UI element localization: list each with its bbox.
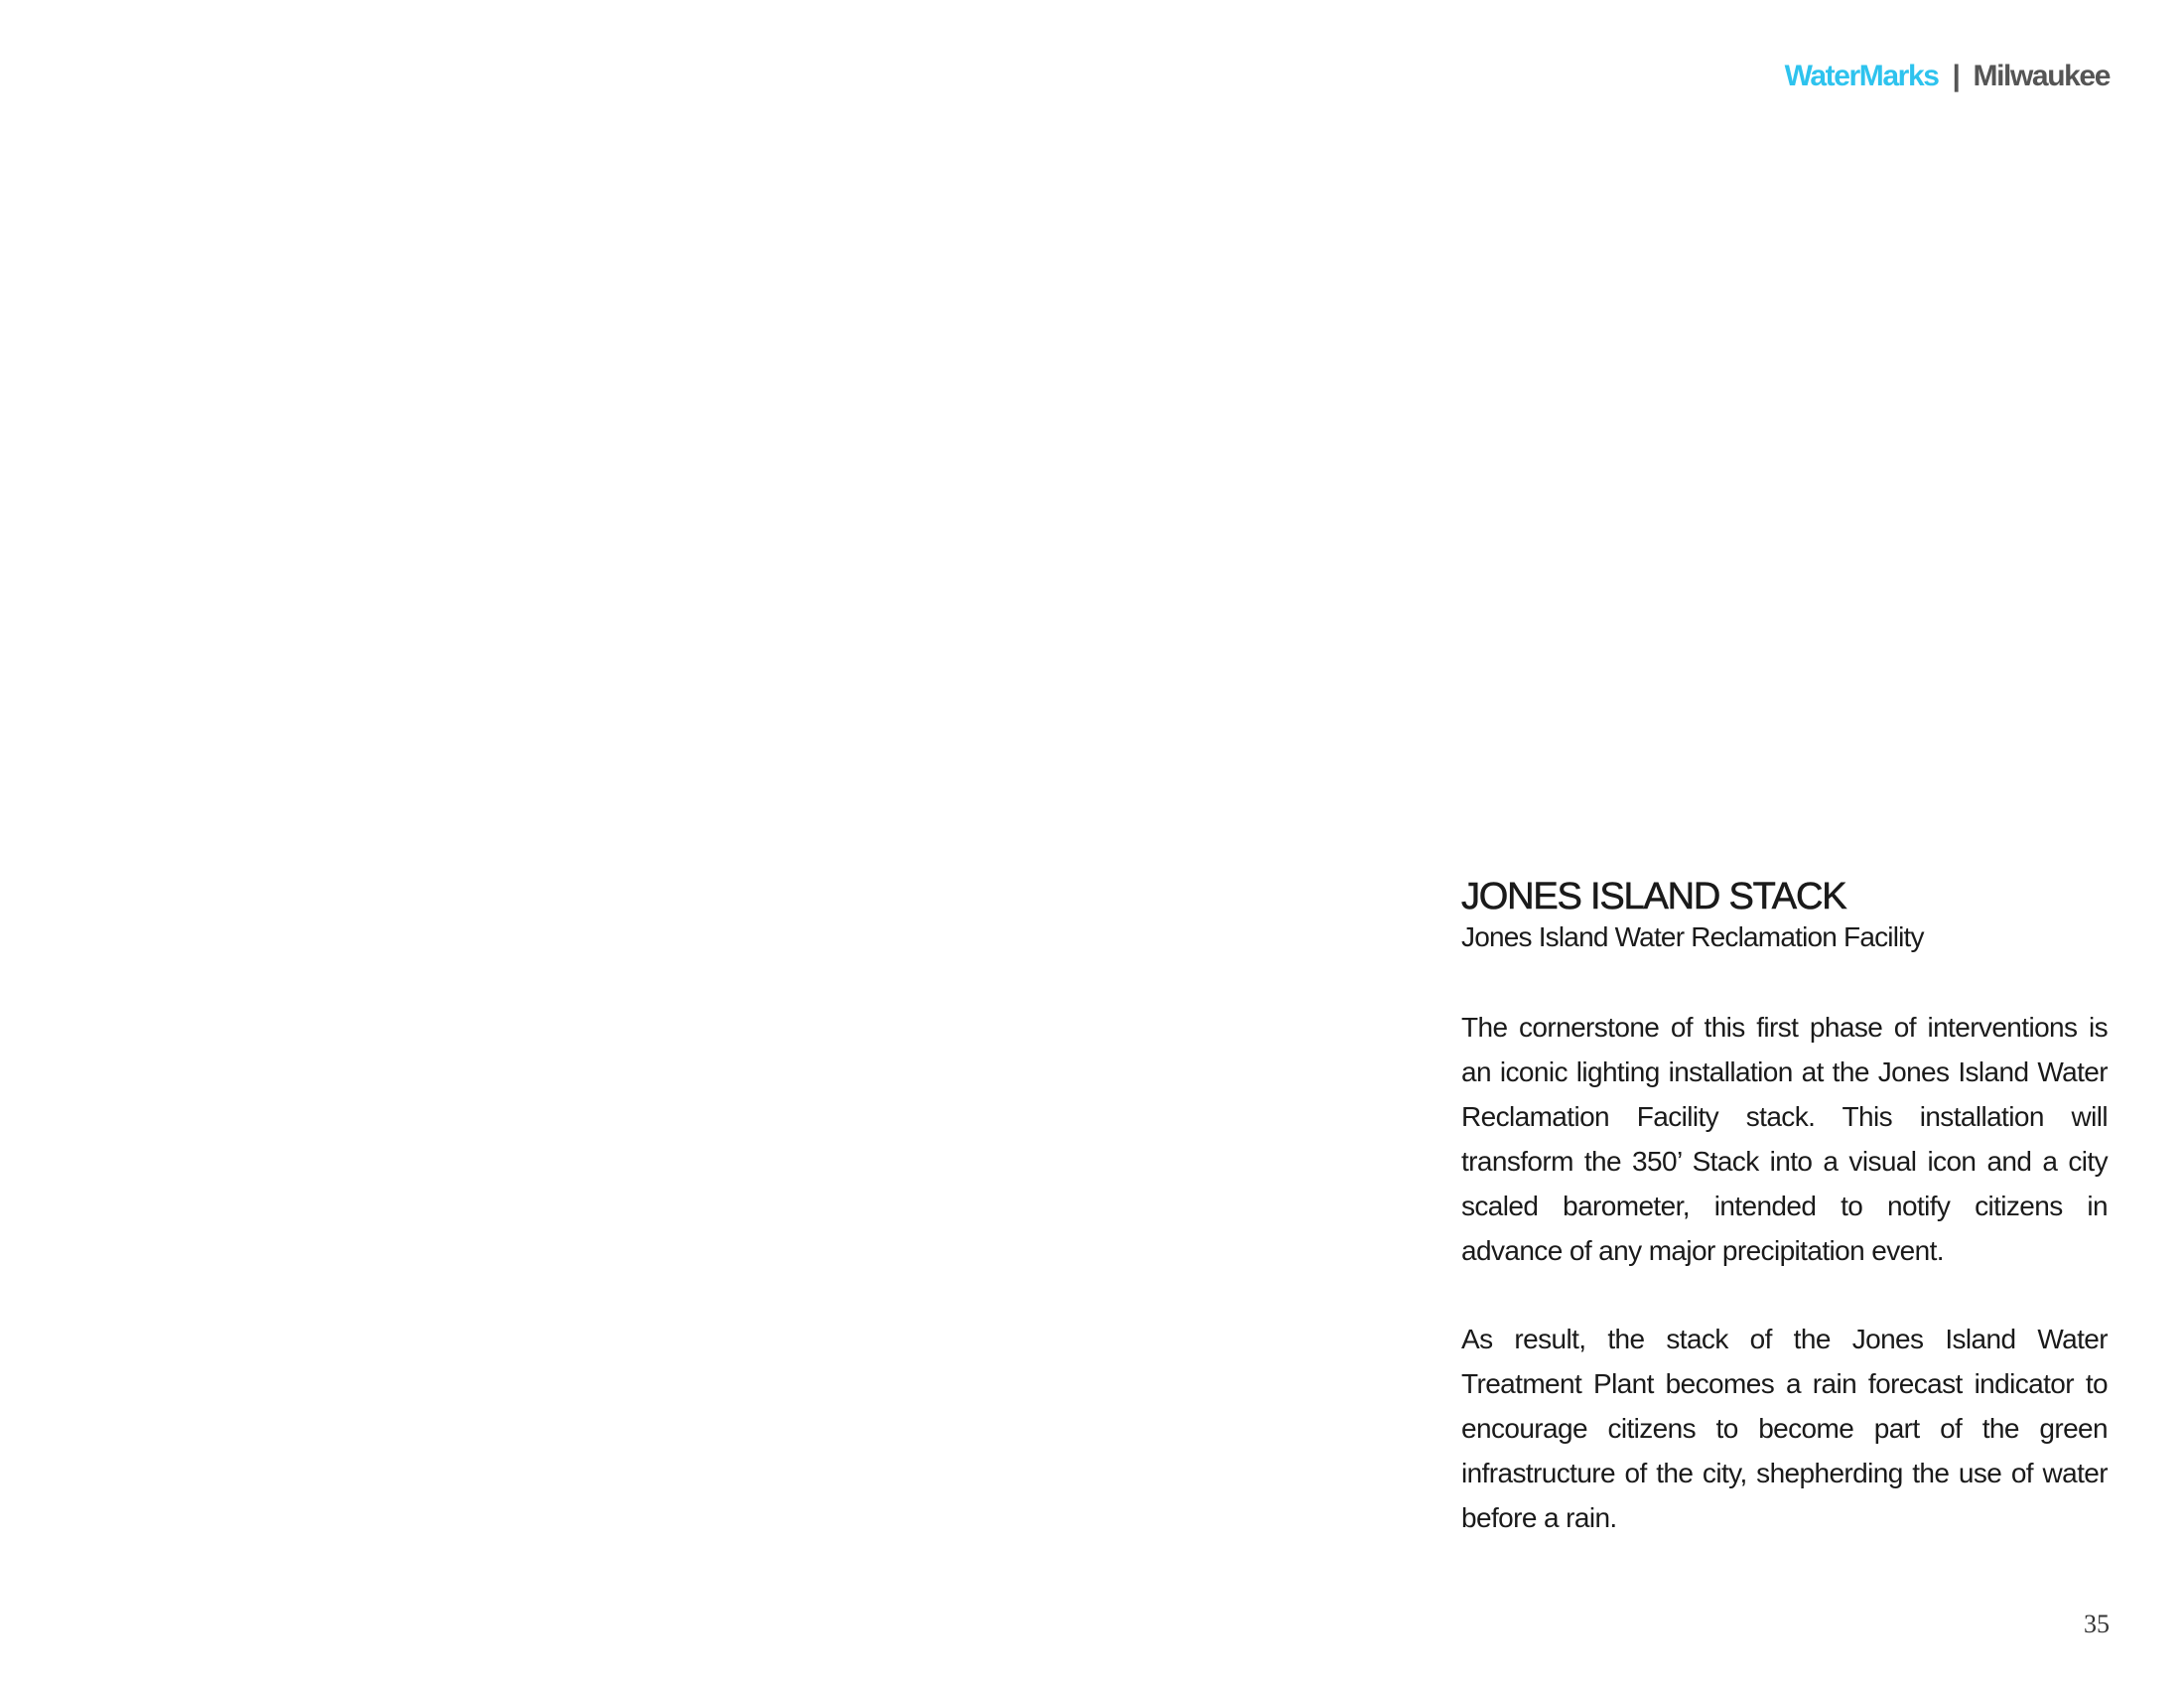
- city-name: Milwaukee: [1973, 60, 2110, 92]
- body-paragraph-2: As result, the stack of the Jones Island Water Treatment Plant becomes a rain forecast indicator to encourage citizens to become part of the green infrastructure of the city, shepherding the use of water before a rain.: [1461, 1324, 2108, 1533]
- brand-name: WaterMarks: [1784, 60, 1939, 92]
- running-header: [1785, 62, 2110, 91]
- page-number: 35: [2084, 1610, 2110, 1638]
- header-separator: |: [1952, 60, 1960, 92]
- article-section: [1461, 874, 2108, 1540]
- section-subtitle: Jones Island Water Reclamation Facility: [1461, 921, 1924, 952]
- body-paragraph-1: The cornerstone of this first phase of interventions is an iconic lighting installation at the Jones Island Water Reclamation Facility stack. This installation will transform the 350’ Stack into a visual icon and a city scaled barometer, intended to notify citizens in advance of any major precipitation event.: [1461, 1012, 2108, 1266]
- section-title: JONES ISLAND STACK: [1461, 876, 1846, 917]
